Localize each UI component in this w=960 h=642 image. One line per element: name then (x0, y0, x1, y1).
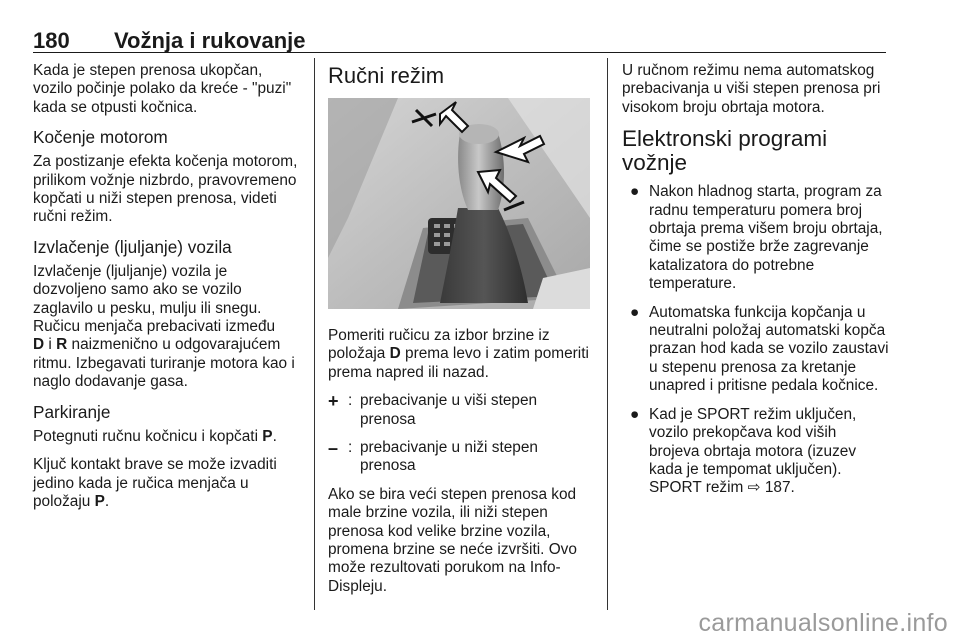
heading-electronic-programs: Elektronski programi vožnje (622, 126, 828, 176)
engine-braking-text: Za postizanje efekta kočenja motorom, prilikom vožnje nizbrdo, pravovremeno kopčati u niži stepen prenosa, videti ručni režim. (33, 153, 298, 226)
column-middle (328, 62, 594, 606)
column-left (33, 62, 305, 521)
page-header (33, 30, 886, 53)
column-divider (607, 58, 608, 610)
sport-ref-text: SPORT režim (649, 479, 748, 497)
list-item (622, 304, 890, 396)
heading-manual-mode: Ručni režim (328, 63, 445, 88)
legend-colon: : (348, 392, 353, 410)
manual-mode-no-upshift: U ručnom režimu nema automatskog prebacivanja u viši stepen prenosa pri visokom broju obrtaja motora. (622, 62, 881, 116)
parking-text-part: . (272, 427, 277, 445)
chapter-title: Vožnja i rukovanje (114, 28, 306, 53)
legend-downshift (328, 439, 594, 476)
manual-intro-part: prema levo i zatim pomeriti prema napred ili nazad. (328, 345, 589, 381)
rocking-text-part: Izvlačenje (ljuljanje) vozila je dozvoljeno samo ako se vozilo zaglavilo u pesku, mulju ili snegu. Ručicu menjača prebacivati između (33, 262, 276, 336)
column-right (622, 62, 890, 508)
gear-shifter-illustration (328, 98, 590, 309)
gear-r-label: R (56, 336, 68, 354)
bullet-icon: ● (630, 183, 640, 201)
rocking-text (33, 263, 305, 392)
bullet-icon: ● (630, 303, 640, 321)
gear-d-label: D (33, 336, 45, 354)
list-item (622, 183, 890, 293)
parking-text-part: Potegnuti ručnu kočnicu i kopčati (33, 427, 263, 445)
bullet-icon: ● (630, 405, 640, 423)
gear-p-label: P (262, 427, 273, 445)
list-item-text: Nakon hladnog starta, program za radnu temperaturu pomera broj obrtaja prema višem broju obrtaja, čime se postiže brže zagrevanje katalizatora do potrebne temperature. (649, 183, 883, 293)
page-reference-arrow-icon[interactable]: ⇨ (747, 479, 761, 497)
manual-intro-part: Pomeriti ručicu za izbor brzine iz položaja (328, 327, 550, 363)
gear-p-label: P (94, 492, 105, 510)
list-item-text: Kad je SPORT režim uključen, vozilo prekopčava kod viših brojeva obrtaja motora (izuzev kada je tempomat uključen). (649, 405, 857, 478)
legend-upshift-text: prebacivanje u viši stepen prenosa (360, 392, 538, 428)
plus-symbol: + (328, 391, 339, 412)
list-item-text: Automatska funkcija kopčanja u neutralni položaj automatski kopča prazan hod kada se vozilo zaustavi u stepenu prenosa za kretanje unapred i pritisne pedala kočnice. (649, 303, 889, 395)
gear-d-label: D (389, 345, 401, 363)
rocking-text-part: naizmenično u odgovarajućem ritmu. Izbegavati turiranje motora kao i naglo dodavanje gasa. (33, 336, 295, 391)
parking-text-part: Ključ kontakt brave se može izvaditi jedino kada je ručica menjača u položaju (33, 456, 277, 510)
legend-upshift (328, 392, 594, 429)
sport-ref-page[interactable]: 187. (760, 479, 795, 497)
intro-paragraph: Kada je stepen prenosa ukopčan, vozilo počinje polako da kreće - "puzi" kada se otpusti kočnica. (33, 62, 292, 116)
heading-rocking: Izvlačenje (ljuljanje) vozila (33, 236, 232, 257)
heading-engine-braking: Kočenje motorom (33, 127, 168, 148)
legend-colon: : (348, 439, 353, 457)
page-number: 180 (33, 28, 70, 53)
watermark: carmanualsonline.info (698, 609, 948, 637)
minus-symbol: – (328, 438, 339, 459)
parking-text-1 (33, 428, 305, 446)
parking-text-2 (33, 456, 305, 511)
electronic-programs-list (622, 183, 890, 498)
manual-mode-intro (328, 327, 594, 382)
parking-text-part: . (104, 492, 110, 510)
manual-mode-note: Ako se bira veći stepen prenosa kod male brzine vozila, ili niži stepen prenosa kod velike brzine vozila, promena brzine se neće izvršiti. Ovo može rezultovati porukom na Info-Displeju. (328, 485, 577, 595)
column-divider (314, 58, 315, 610)
heading-parking: Parkiranje (33, 401, 111, 422)
legend-downshift-text: prebacivanje u niži stepen prenosa (360, 439, 538, 475)
list-item (622, 406, 890, 498)
rocking-text-part: i (44, 336, 57, 354)
